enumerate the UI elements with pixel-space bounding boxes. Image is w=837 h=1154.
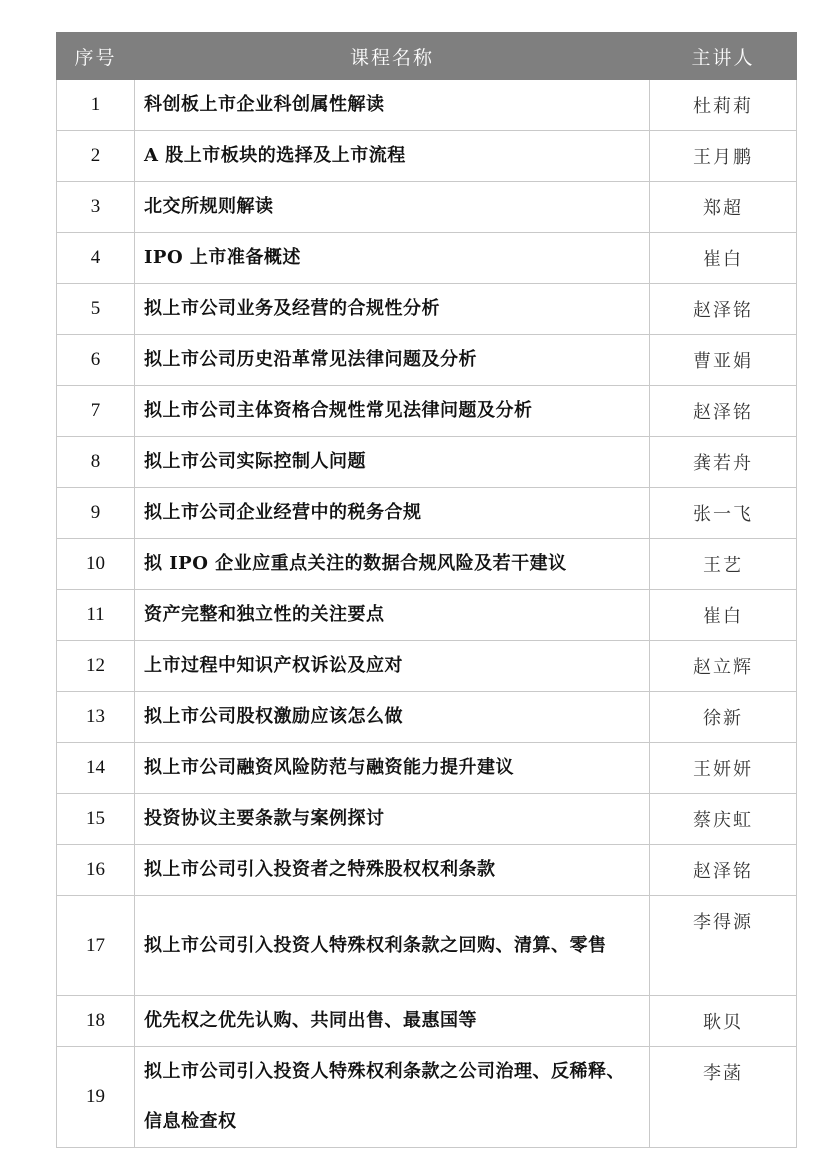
row-seq: 10 bbox=[57, 539, 135, 590]
header-seq: 序号 bbox=[57, 33, 135, 80]
row-seq: 19 bbox=[57, 1047, 135, 1148]
row-seq: 16 bbox=[57, 845, 135, 896]
row-course-name: 拟上市公司引入投资人特殊权利条款之回购、清算、零售 bbox=[135, 896, 650, 996]
row-lecturer: 赵立辉 bbox=[650, 641, 797, 692]
row-course-name: 拟上市公司引入投资者之特殊股权权利条款 bbox=[135, 845, 650, 896]
row-course-name: 拟上市公司业务及经营的合规性分析 bbox=[135, 284, 650, 335]
header-lecturer: 主讲人 bbox=[650, 33, 797, 80]
row-seq: 8 bbox=[57, 437, 135, 488]
row-course-name: 拟上市公司引入投资人特殊权利条款之公司治理、反稀释、信息检查权 bbox=[135, 1047, 650, 1148]
row-lecturer: 赵泽铭 bbox=[650, 845, 797, 896]
header-row bbox=[57, 33, 797, 80]
table-row bbox=[57, 284, 797, 335]
row-seq: 7 bbox=[57, 386, 135, 437]
row-course-name: 科创板上市企业科创属性解读 bbox=[135, 80, 650, 131]
table-row bbox=[57, 80, 797, 131]
row-lecturer: 郑超 bbox=[650, 182, 797, 233]
table-row bbox=[57, 794, 797, 845]
row-course-name: 拟上市公司主体资格合规性常见法律问题及分析 bbox=[135, 386, 650, 437]
row-lecturer: 王月鹏 bbox=[650, 131, 797, 182]
row-lecturer: 龚若舟 bbox=[650, 437, 797, 488]
row-lecturer: 曹亚娟 bbox=[650, 335, 797, 386]
row-course-name: 投资协议主要条款与案例探讨 bbox=[135, 794, 650, 845]
row-lecturer: 赵泽铭 bbox=[650, 284, 797, 335]
row-seq: 5 bbox=[57, 284, 135, 335]
row-lecturer: 崔白 bbox=[650, 233, 797, 284]
course-schedule-table bbox=[56, 32, 797, 1148]
row-lecturer: 徐新 bbox=[650, 692, 797, 743]
row-course-name: 拟上市公司融资风险防范与融资能力提升建议 bbox=[135, 743, 650, 794]
table-row bbox=[57, 996, 797, 1047]
table-row bbox=[57, 335, 797, 386]
row-seq: 3 bbox=[57, 182, 135, 233]
table-row bbox=[57, 845, 797, 896]
row-seq: 17 bbox=[57, 896, 135, 996]
header-course-name: 课程名称 bbox=[135, 33, 650, 80]
table-body bbox=[57, 80, 797, 1148]
row-course-name: 拟上市公司企业经营中的税务合规 bbox=[135, 488, 650, 539]
table-row bbox=[57, 692, 797, 743]
row-lecturer: 王艺 bbox=[650, 539, 797, 590]
table-row bbox=[57, 386, 797, 437]
row-seq: 1 bbox=[57, 80, 135, 131]
row-course-name: IPO 上市准备概述 bbox=[135, 233, 650, 284]
row-seq: 12 bbox=[57, 641, 135, 692]
row-course-name: A 股上市板块的选择及上市流程 bbox=[135, 131, 650, 182]
row-course-name: 优先权之优先认购、共同出售、最惠国等 bbox=[135, 996, 650, 1047]
row-seq: 13 bbox=[57, 692, 135, 743]
table-row bbox=[57, 131, 797, 182]
table-row bbox=[57, 437, 797, 488]
row-seq: 15 bbox=[57, 794, 135, 845]
row-lecturer: 赵泽铭 bbox=[650, 386, 797, 437]
row-lecturer: 崔白 bbox=[650, 590, 797, 641]
row-course-name: 拟上市公司历史沿革常见法律问题及分析 bbox=[135, 335, 650, 386]
table-row bbox=[57, 641, 797, 692]
row-course-name: 上市过程中知识产权诉讼及应对 bbox=[135, 641, 650, 692]
row-seq: 18 bbox=[57, 996, 135, 1047]
row-seq: 9 bbox=[57, 488, 135, 539]
row-lecturer: 李得源 bbox=[650, 896, 797, 996]
row-seq: 6 bbox=[57, 335, 135, 386]
row-lecturer: 王妍妍 bbox=[650, 743, 797, 794]
row-lecturer: 李菡 bbox=[650, 1047, 797, 1148]
table-row bbox=[57, 896, 797, 996]
table-row bbox=[57, 488, 797, 539]
table-row bbox=[57, 743, 797, 794]
table-header bbox=[57, 33, 797, 80]
row-course-name: 拟上市公司实际控制人问题 bbox=[135, 437, 650, 488]
row-course-name: 北交所规则解读 bbox=[135, 182, 650, 233]
table-row bbox=[57, 182, 797, 233]
row-seq: 14 bbox=[57, 743, 135, 794]
row-lecturer: 张一飞 bbox=[650, 488, 797, 539]
row-course-name: 资产完整和独立性的关注要点 bbox=[135, 590, 650, 641]
table-row bbox=[57, 539, 797, 590]
table-row bbox=[57, 1047, 797, 1148]
row-lecturer: 杜莉莉 bbox=[650, 80, 797, 131]
row-seq: 4 bbox=[57, 233, 135, 284]
row-seq: 11 bbox=[57, 590, 135, 641]
row-course-name: 拟 IPO 企业应重点关注的数据合规风险及若干建议 bbox=[135, 539, 650, 590]
row-seq: 2 bbox=[57, 131, 135, 182]
row-course-name: 拟上市公司股权激励应该怎么做 bbox=[135, 692, 650, 743]
table-row bbox=[57, 233, 797, 284]
row-lecturer: 蔡庆虹 bbox=[650, 794, 797, 845]
row-lecturer: 耿贝 bbox=[650, 996, 797, 1047]
table-row bbox=[57, 590, 797, 641]
